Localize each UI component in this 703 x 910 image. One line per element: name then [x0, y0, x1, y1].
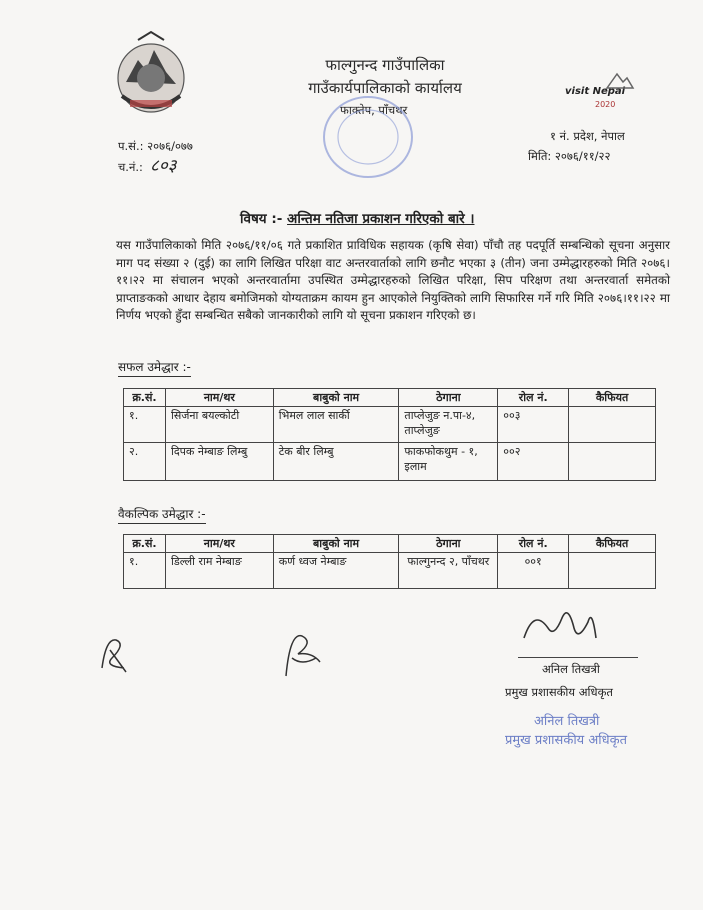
col-header: बाबुको नाम: [273, 389, 399, 407]
table-cell: ००१: [498, 553, 569, 589]
table-cell: भिमल लाल सार्की: [273, 407, 399, 443]
signatory-title: प्रमुख प्रशासकीय अधिकृत: [505, 685, 613, 699]
col-header: नाम/थर: [165, 389, 273, 407]
table-cell: ००३: [498, 407, 569, 443]
table-cell: डिल्ली राम नेम्बाङ: [165, 553, 273, 589]
visit-nepal-year: 2020: [595, 100, 616, 109]
table-row: [124, 407, 656, 443]
col-header: नाम/थर: [165, 535, 273, 553]
table-row: [124, 443, 656, 481]
table-header-row: [124, 535, 656, 553]
visit-nepal-logo: [565, 80, 675, 120]
subject-line: [240, 209, 475, 227]
province-line: १ नं. प्रदेश, नेपाल: [550, 129, 625, 143]
alternate-section-title: वैकल्पिक उमेद्धार :-: [118, 505, 206, 524]
col-header: कैफियत: [569, 535, 656, 553]
table-cell: [569, 407, 656, 443]
nepal-emblem-icon: [108, 26, 194, 118]
table-cell: [569, 443, 656, 481]
table-cell: सिर्जना बयल्कोटी: [165, 407, 273, 443]
table-cell: कर्ण ध्वज नेम्बाङ: [273, 553, 399, 589]
col-header: रोल नं.: [498, 535, 569, 553]
notice-body: यस गाउँपालिकाको मिति २०७६/११/०६ गते प्रकाशित प्राविधिक सहायक (कृषि सेवा) पाँचौ तह पदपूर्ति सम्बन्धिको सूचना अनुसार माग पद संख्या २ (दुई) का लागि लिखित परिक्षा वाट अन्तरवार्ताको लागि छनौट भएका ३ (तीन) जना उम्मेद्धारहरुको मिति २०७६।११।२२ मा संचालन भएको अन्तरवार्तामा उपस्थित उम्मेद्धारहरुको लिखित परिक्षा, सिप परिक्षण तथा अन्तरवार्ता समेतको प्राप्ताङकको आधार देहाय बमोजिमको योग्यताक्रम कायम हुन आएकोले नियुक्तिको लागि सिफारिस गर्ने गरि मिति २०७६।११।२२ मा निर्णय भएको हुँदा सम्बन्धित सबैको जानकारीको लागि यो सूचना प्रकाशन गरिएको छ।: [116, 238, 670, 322]
table-header-row: [124, 389, 656, 407]
alternate-candidates-table: [123, 534, 656, 589]
dispatch-label: च.नं.:: [118, 160, 143, 174]
table-cell: २.: [124, 443, 166, 481]
col-header: क्र.सं.: [124, 389, 166, 407]
mountain-logo-icon: [605, 70, 635, 90]
col-header: क्र.सं.: [124, 535, 166, 553]
signature-scribble-middle-icon: [272, 622, 332, 682]
successful-candidates-table: [123, 388, 656, 481]
officer-signature-icon: [514, 598, 604, 658]
table-cell: दिपक नेम्बाङ लिम्बु: [165, 443, 273, 481]
table-cell: ००२: [498, 443, 569, 481]
table-cell: [569, 553, 656, 589]
table-cell: १.: [124, 407, 166, 443]
col-header: रोल नं.: [498, 389, 569, 407]
successful-section-title: सफल उमेद्धार :-: [118, 358, 191, 377]
table-cell: फाकफोकथुम - १, इलाम: [399, 443, 498, 481]
name-stamp: अनिल तिखत्री: [534, 714, 600, 729]
letter-fiscal-number: प.सं.: २०७६/०७७: [118, 139, 193, 153]
col-header: ठेगाना: [399, 535, 498, 553]
signatory-name: अनिल तिखत्री: [542, 662, 600, 676]
subject-label: विषय :-: [240, 211, 283, 227]
table-cell: टेक बीर लिम्बु: [273, 443, 399, 481]
office-subtitle: गाउँकार्यपालिकाको कार्यालय: [308, 79, 462, 97]
table-cell: ताप्लेजुङ न.पा-४, ताप्लेजुङ: [399, 407, 498, 443]
signature-line: [518, 657, 638, 658]
dispatch-number-handwritten: ८०३: [150, 156, 177, 176]
table-cell: १.: [124, 553, 166, 589]
col-header: बाबुको नाम: [273, 535, 399, 553]
col-header: कैफियत: [569, 389, 656, 407]
office-name: फाल्गुनन्द गाउँपालिका: [325, 56, 445, 74]
table-cell: फाल्गुनन्द २, पाँचथर: [399, 553, 498, 589]
col-header: ठेगाना: [399, 389, 498, 407]
subject-text: अन्तिम नतिजा प्रकाशन गरिएको बारे ।: [287, 211, 475, 227]
letter-date: मिति: २०७६/११/२२: [528, 149, 611, 163]
office-address: फाक्तेप, पाँचथर: [340, 103, 408, 117]
visit-nepal-label: visit Nepal: [565, 86, 626, 97]
title-stamp: प्रमुख प्रशासकीय अधिकृत: [505, 733, 628, 748]
table-row: [124, 553, 656, 589]
signature-scribble-left-icon: [96, 628, 136, 678]
office-stamp-icon: [318, 92, 418, 182]
